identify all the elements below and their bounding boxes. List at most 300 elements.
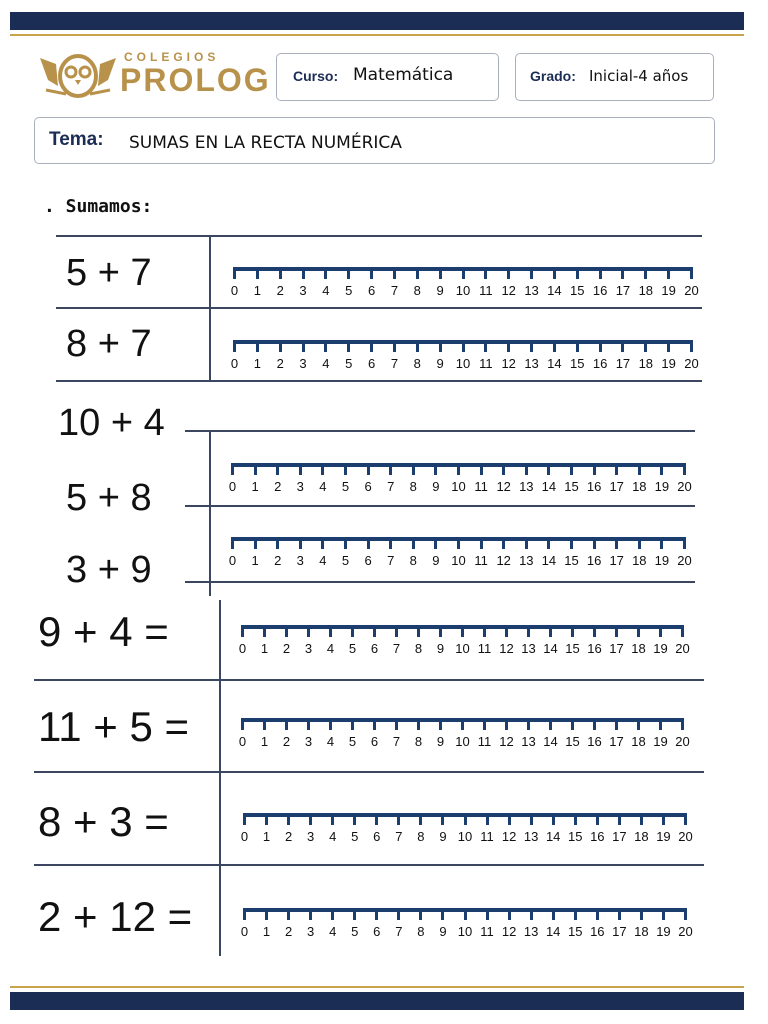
number-line-tick [507,340,510,352]
number-line-tick [397,813,400,825]
number-line-tick [638,463,641,475]
number-line-tick [263,718,266,730]
number-line-label: 17 [612,829,627,844]
number-line-label: 8 [413,283,421,298]
number-line-label: 5 [341,479,350,494]
number-line-tick [302,340,305,352]
number-line-tick [615,463,618,475]
number-line-label: 11 [480,829,494,844]
number-line-tick [638,537,641,549]
number-line-label: 9 [432,479,440,494]
number-line-label: 2 [284,924,293,939]
number-line-label: 1 [260,641,269,656]
number-line-label: 17 [609,641,624,656]
number-line-label: 3 [296,553,304,568]
number-line-label: 10 [455,641,470,656]
number-line-tick [660,537,663,549]
number-line-label: 5 [348,641,357,656]
number-line-tick [373,625,376,637]
number-line-tick [525,463,528,475]
number-line-tick [640,908,643,920]
number-line-tick [324,267,327,279]
number-line-label: 16 [592,356,608,371]
number-line-tick [483,718,486,730]
number-line-tick [659,718,662,730]
number-line-label: 0 [240,829,249,844]
number-line-tick [681,718,684,730]
number-line-tick [464,813,467,825]
number-line-tick [527,718,530,730]
number-line-tick [618,908,621,920]
number-line-tick [395,625,398,637]
grid-divider [219,600,221,956]
number-line-label: 2 [276,356,284,371]
number-line-label: 4 [329,829,337,844]
number-line-tick [351,718,354,730]
number-line-tick [461,625,464,637]
number-line-label: 17 [609,479,624,494]
grado-box [515,53,714,101]
number-line-tick [299,463,302,475]
number-line-tick [570,537,573,549]
number-line-tick [276,537,279,549]
number-line-label: 14 [541,553,557,568]
number-line-label: 11 [477,641,492,656]
number-line-label: 3 [304,641,313,656]
number-line-label: 3 [304,734,313,749]
grid-line [185,430,695,432]
number-line-label: 8 [409,553,417,568]
number-line-label: 18 [634,829,649,844]
number-line-tick [574,813,577,825]
curso-label: Curso: [293,68,339,84]
number-line-tick [375,908,378,920]
number-line-tick [644,267,647,279]
number-line-tick [419,908,422,920]
number-line-label: 20 [678,924,693,939]
school-logo [36,50,271,102]
number-line-label: 6 [370,734,379,749]
number-line-label: 14 [547,356,562,371]
number-line-tick [480,463,483,475]
number-line-tick [667,340,670,352]
number-line-label: 11 [477,734,492,749]
number-line-label: 8 [413,356,421,371]
number-line-label: 16 [590,924,605,939]
bottom-gold-line [10,986,744,988]
number-line-tick [486,908,489,920]
number-line-label: 16 [586,553,602,568]
number-line-tick [621,340,624,352]
number-line-tick [241,718,244,730]
number-line-tick [508,908,511,920]
number-line-label: 18 [638,283,654,298]
number-line-label: 14 [547,283,562,298]
grid-line [56,235,702,237]
number-line-label: 16 [586,479,602,494]
number-line-label: 7 [387,553,395,568]
number-line-label: 11 [474,553,488,568]
number-line-tick [344,537,347,549]
number-line-label: 5 [345,356,353,371]
number-line-label: 18 [632,553,647,568]
number-line-tick [690,340,693,352]
number-line-tick [615,625,618,637]
number-line-label: 11 [474,479,488,494]
number-line-tick [434,463,437,475]
number-line-tick [416,340,419,352]
number-line-label: 19 [654,553,670,568]
number-line-label: 12 [501,829,517,844]
number-line-label: 7 [390,356,399,371]
number-line-label: 20 [677,553,692,568]
number-line-tick [530,267,533,279]
number-line-label: 1 [251,553,259,568]
number-line-label: 3 [307,924,315,939]
number-line-label: 20 [684,356,699,371]
number-line-tick [553,340,556,352]
number-line-label: 14 [541,479,557,494]
number-line-tick [525,537,528,549]
number-line-tick [574,908,577,920]
number-line-tick [690,267,693,279]
exercise-expression: 5 + 7 [66,252,152,294]
exercise-expression: 3 + 9 [66,549,152,591]
number-line-tick [393,267,396,279]
number-line-label: 9 [432,553,440,568]
number-line-tick [507,267,510,279]
number-line-tick [683,463,686,475]
number-line-tick [353,813,356,825]
logo-subtitle: COLEGIOS [124,50,220,64]
number-line-label: 0 [230,356,239,371]
number-line-label: 20 [678,829,693,844]
number-line-label: 18 [632,479,647,494]
number-line-tick [441,908,444,920]
number-line-tick [344,463,347,475]
number-line-label: 6 [373,829,381,844]
number-line-tick [681,625,684,637]
number-line-label: 9 [436,356,444,371]
exercise-expression: 9 + 4 = [38,608,169,655]
number-line-tick [279,267,282,279]
number-line-label: 13 [523,924,539,939]
number-line-tick [640,813,643,825]
number-line-tick [416,267,419,279]
number-line-label: 2 [284,829,293,844]
number-line-tick [599,267,602,279]
number-line-label: 1 [262,924,271,939]
number-line-tick [331,813,334,825]
number-line-label: 10 [455,356,471,371]
number-line-tick [353,908,356,920]
number-line-tick [530,908,533,920]
number-line-label: 0 [230,283,239,298]
number-line-label: 9 [439,924,447,939]
number-line-tick [331,908,334,920]
number-line-label: 11 [479,283,493,298]
number-line-label: 19 [653,641,668,656]
number-line-tick [462,267,465,279]
number-line-tick [389,463,392,475]
number-line-label: 13 [519,479,534,494]
number-line-tick [464,908,467,920]
number-line-tick [439,267,442,279]
number-line-label: 3 [296,479,304,494]
number-line-label: 12 [496,553,511,568]
number-line-tick [667,267,670,279]
number-line-tick [684,813,687,825]
number-line-label: 13 [524,283,539,298]
number-line-label: 8 [414,641,423,656]
number-line-tick [324,340,327,352]
number-line-label: 16 [587,641,602,656]
number-line-label: 10 [451,479,466,494]
number-line-tick [549,625,552,637]
grid-divider [209,430,211,596]
number-line-label: 1 [262,829,271,844]
number-line-label: 15 [564,553,579,568]
number-line-tick [457,463,460,475]
number-line-tick [660,463,663,475]
logo-title: PROLOG [120,62,271,98]
tema-box [34,117,715,164]
number-line-label: 7 [395,829,403,844]
number-line-label: 12 [501,924,517,939]
number-line-label: 14 [545,924,561,939]
number-line-tick [576,267,579,279]
number-line-label: 0 [238,641,247,656]
number-line-label: 3 [299,356,307,371]
number-line-label: 2 [282,734,291,749]
number-line-tick [570,463,573,475]
number-line-tick [367,537,370,549]
number-line-tick [637,625,640,637]
number-line-label: 12 [501,356,516,371]
number-line-tick [530,813,533,825]
number-line-tick [367,463,370,475]
number-line-tick [393,340,396,352]
number-line-label: 0 [238,734,247,749]
number-line-label: 11 [479,356,493,371]
number-line-label: 2 [276,283,284,298]
number-line-label: 19 [654,479,670,494]
number-line-tick [329,625,332,637]
number-line-tick [547,537,550,549]
bottom-band [10,992,744,1010]
number-line-tick [621,267,624,279]
number-line-label: 17 [612,924,627,939]
exercise-expression: 8 + 7 [66,323,152,365]
number-line-label: 19 [656,829,671,844]
number-line-label: 8 [417,829,425,844]
number-line-tick [505,718,508,730]
exercise-expression: 2 + 12 = [38,893,193,940]
number-line-label: 4 [326,641,335,656]
exercise-expression: 5 + 8 [66,477,152,519]
number-line-tick [321,463,324,475]
number-line-label: 18 [638,356,654,371]
number-line-label: 5 [345,283,353,298]
number-line-label: 10 [451,553,466,568]
number-line-tick [637,718,640,730]
number-line-label: 8 [417,924,425,939]
tema-value: SUMAS EN LA RECTA NUMÉRICA [129,133,402,153]
number-line-label: 17 [609,734,624,749]
number-line-tick [256,267,259,279]
number-line-tick [547,463,550,475]
number-line-label: 7 [390,283,399,298]
number-line-tick [233,340,236,352]
number-line-label: 13 [524,356,539,371]
number-line-label: 6 [367,356,376,371]
number-line-tick [505,625,508,637]
number-line-tick [395,718,398,730]
number-line-label: 10 [457,829,473,844]
number-line-tick [287,908,290,920]
number-line-tick [457,537,460,549]
number-line-tick [484,267,487,279]
number-line-label: 4 [319,479,327,494]
number-line-tick [502,537,505,549]
grid-line [185,505,695,507]
number-line-label: 19 [661,283,676,298]
number-line-tick [571,718,574,730]
number-line-label: 15 [568,924,583,939]
number-line-tick [309,908,312,920]
number-line-label: 1 [253,356,261,371]
number-line-tick [302,267,305,279]
number-line-label: 4 [326,734,335,749]
number-line-label: 15 [565,641,580,656]
curso-box [276,53,499,101]
number-line-tick [439,625,442,637]
number-line-label: 4 [322,356,330,371]
number-line-label: 2 [274,479,282,494]
number-line-label: 5 [348,734,357,749]
number-line-label: 18 [634,924,649,939]
number-line-tick [389,537,392,549]
number-line-tick [285,625,288,637]
number-line-tick [287,813,290,825]
number-line-tick [615,718,618,730]
number-line-tick [299,537,302,549]
number-line-tick [593,718,596,730]
number-line-label: 10 [455,283,471,298]
number-line-label: 15 [570,283,585,298]
instructions: . Sumamos: [44,196,153,217]
number-line-label: 19 [653,734,668,749]
number-line-tick [307,718,310,730]
number-line-label: 0 [228,479,237,494]
number-line-tick [441,813,444,825]
number-line-tick [417,718,420,730]
number-line-tick [417,625,420,637]
number-line-tick [243,908,246,920]
number-line-label: 11 [480,924,494,939]
number-line-tick [683,537,686,549]
number-line-tick [644,340,647,352]
number-line-label: 0 [228,553,237,568]
number-line-tick [434,537,437,549]
number-line-tick [263,625,266,637]
number-line-tick [309,813,312,825]
grid-line [56,307,702,309]
number-line-label: 5 [351,829,359,844]
number-line-tick [553,267,556,279]
number-line-tick [596,813,599,825]
exercise-expression: 11 + 5 = [38,703,190,750]
number-line-label: 14 [543,734,558,749]
number-line-label: 7 [387,479,395,494]
number-line-tick [256,340,259,352]
number-line-tick [329,718,332,730]
number-line-tick [375,813,378,825]
number-line-tick [484,340,487,352]
number-line-tick [285,718,288,730]
number-line-tick [439,718,442,730]
number-line-tick [370,267,373,279]
number-line-tick [254,463,257,475]
number-line-label: 4 [322,283,330,298]
number-line-label: 2 [274,553,282,568]
number-line-tick [599,340,602,352]
number-line-tick [439,340,442,352]
number-line-tick [243,813,246,825]
number-line-label: 18 [631,734,646,749]
number-line-tick [593,625,596,637]
number-line-label: 9 [436,734,445,749]
curso-value: Matemática [353,65,454,85]
number-line-label: 12 [499,641,514,656]
number-line-label: 7 [392,734,401,749]
number-line-label: 1 [260,734,269,749]
number-line-label: 16 [590,829,605,844]
grid-divider [209,235,211,381]
number-line-tick [373,718,376,730]
number-line-tick [552,908,555,920]
number-line-label: 7 [395,924,403,939]
number-line-label: 9 [436,641,445,656]
number-line-label: 13 [523,829,539,844]
number-line-tick [254,537,257,549]
number-line-label: 6 [364,479,372,494]
number-line-label: 6 [364,553,372,568]
number-line-tick [231,463,234,475]
number-line-label: 20 [675,641,690,656]
number-line-tick [241,625,244,637]
number-line-label: 17 [615,356,631,371]
number-line-tick [397,908,400,920]
number-line-label: 0 [240,924,249,939]
number-line-label: 12 [501,283,516,298]
number-line-label: 1 [251,479,259,494]
exercise-expression: 10 + 4 [58,402,165,444]
number-line-tick [615,537,618,549]
number-line-label: 6 [370,641,379,656]
number-line-label: 5 [351,924,359,939]
grid-line [34,771,704,773]
number-line-tick [231,537,234,549]
number-line-tick [462,340,465,352]
number-line-tick [527,625,530,637]
number-line-tick [593,463,596,475]
number-line-tick [276,463,279,475]
number-line-tick [576,340,579,352]
number-line-label: 4 [319,553,327,568]
number-line-label: 5 [341,553,350,568]
number-line-tick [461,718,464,730]
